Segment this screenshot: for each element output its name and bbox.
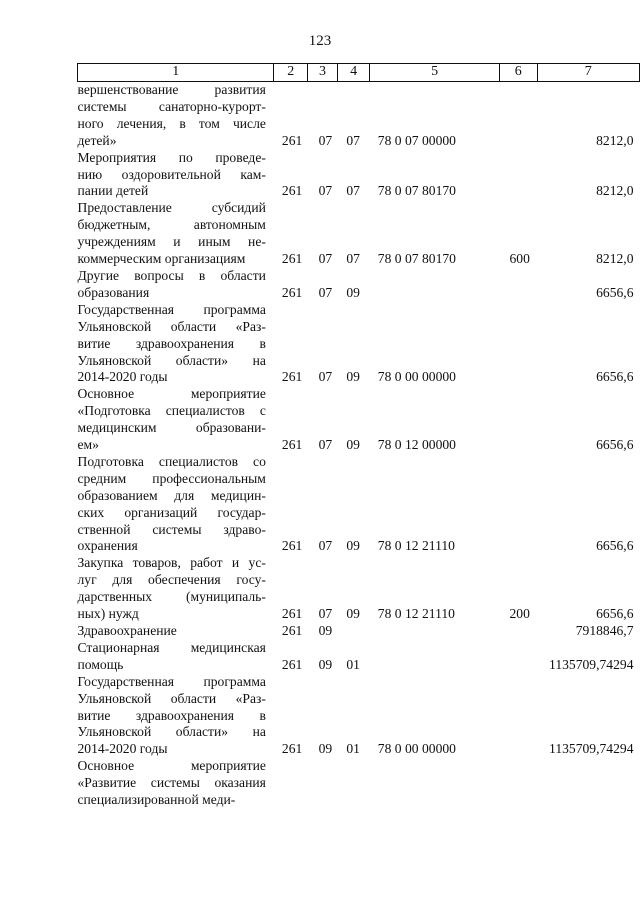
cell-c3: 07 xyxy=(318,606,333,622)
page-number: 123 xyxy=(308,33,332,49)
row-label-line: средним профессиональным xyxy=(77,470,266,486)
table-body xyxy=(78,82,640,809)
cell-c3: 09 xyxy=(318,656,333,672)
cell-c7: 8212,0 xyxy=(596,251,634,267)
cell-c3: 07 xyxy=(318,538,333,554)
cell-c6: 200 xyxy=(509,606,530,622)
cell-c3: 09 xyxy=(318,741,333,757)
cell-c5 xyxy=(370,268,500,302)
cell-c4: 01 xyxy=(346,656,360,672)
row-label-line: ного лечения, в том числе xyxy=(77,115,266,131)
row-label-line: детей» xyxy=(77,132,117,148)
cell-c2: 261 xyxy=(281,369,303,385)
cell-c4: 09 xyxy=(346,437,360,453)
cell-c2: 261 xyxy=(281,437,303,453)
cell-c4: 07 xyxy=(346,251,360,267)
cell-c6 xyxy=(499,268,537,302)
cell-c6 xyxy=(499,150,537,201)
row-label-line: Государственная программа xyxy=(77,673,266,689)
row-label-line: ем» xyxy=(77,437,99,453)
row-label-line: вершенствование развития xyxy=(77,82,266,97)
row-label-line: Здравоохранение xyxy=(77,623,177,638)
row-label-line: Ульяновской области» на xyxy=(77,352,266,368)
column-header: 7 xyxy=(537,64,639,82)
row-label xyxy=(78,640,274,674)
cell-c6 xyxy=(499,302,537,387)
row-label-line: ственной системы здраво- xyxy=(77,521,266,537)
row-label-line: помощь xyxy=(77,656,124,672)
table-row xyxy=(78,758,640,809)
cell-c7: 7918846,7 xyxy=(575,623,634,638)
cell-c5: 78 0 07 80170 xyxy=(377,183,456,199)
row-label-line: 2014-2020 годы xyxy=(77,741,168,757)
row-label-line: витие здравоохранения в xyxy=(77,335,266,351)
column-header: 2 xyxy=(274,64,308,82)
cell-c6 xyxy=(499,674,537,759)
cell-c7: 6656,6 xyxy=(596,538,634,554)
cell-c4 xyxy=(337,758,369,809)
table-row xyxy=(78,150,640,201)
row-label-line: образования xyxy=(77,284,150,300)
row-label-line: бюджетным, автономным xyxy=(77,217,266,233)
row-label-line: Мероприятия по проведе- xyxy=(77,149,266,165)
cell-c7: 1135709,74294 xyxy=(549,656,634,672)
row-label-line: учреждениям и иным не- xyxy=(77,234,266,250)
cell-c3: 09 xyxy=(318,623,333,638)
cell-c6 xyxy=(499,82,537,150)
row-label xyxy=(78,674,274,759)
row-label-line: Другие вопросы в области xyxy=(77,267,266,283)
row-label xyxy=(78,200,274,268)
row-label-line: Предоставление субсидий xyxy=(77,200,266,216)
cell-c6 xyxy=(499,386,537,454)
column-header: 3 xyxy=(308,64,338,82)
row-label-line: нию оздоровительной кам- xyxy=(77,166,266,182)
table-row xyxy=(78,674,640,759)
row-label-line: Ульяновской области «Раз- xyxy=(77,690,266,706)
row-label-line: Ульяновской области» на xyxy=(77,724,266,740)
cell-c2: 261 xyxy=(281,183,303,199)
cell-c5 xyxy=(370,623,500,640)
row-label-line: Закупка товаров, работ и ус- xyxy=(77,555,266,571)
column-header: 4 xyxy=(337,64,369,82)
cell-c5: 78 0 12 00000 xyxy=(377,437,456,453)
row-label xyxy=(78,302,274,387)
cell-c3: 07 xyxy=(318,132,333,148)
cell-c5: 78 0 00 00000 xyxy=(377,369,456,385)
table-row xyxy=(78,302,640,387)
cell-c7: 8212,0 xyxy=(596,132,634,148)
cell-c2: 261 xyxy=(281,251,303,267)
cell-c6: 600 xyxy=(509,251,530,267)
cell-c5: 78 0 12 21110 xyxy=(377,538,455,554)
table-row xyxy=(78,555,640,623)
cell-c5 xyxy=(370,758,500,809)
row-label xyxy=(78,758,274,809)
cell-c7: 6656,6 xyxy=(596,437,634,453)
cell-c7: 1135709,74294 xyxy=(549,741,634,757)
cell-c6 xyxy=(499,640,537,674)
cell-c4: 09 xyxy=(346,606,360,622)
cell-c3: 07 xyxy=(318,369,333,385)
cell-c2 xyxy=(274,758,308,809)
cell-c3: 07 xyxy=(318,251,333,267)
row-label xyxy=(78,623,274,640)
table-row xyxy=(78,623,640,640)
row-label-line: луг для обеспечения госу- xyxy=(77,572,266,588)
table-row xyxy=(78,454,640,555)
row-label-line: Стационарная медицинская xyxy=(77,639,266,655)
column-header: 5 xyxy=(370,64,500,82)
cell-c2: 261 xyxy=(281,741,303,757)
cell-c5: 78 0 12 21110 xyxy=(377,606,455,622)
cell-c6 xyxy=(499,623,537,640)
table-row xyxy=(78,386,640,454)
row-label xyxy=(78,268,274,302)
row-label-line: специализированной меди- xyxy=(77,792,236,808)
row-label-line: Подготовка специалистов со xyxy=(77,453,266,469)
cell-c6 xyxy=(499,454,537,555)
cell-c3 xyxy=(308,758,338,809)
cell-c4: 09 xyxy=(346,284,360,300)
cell-c7: 8212,0 xyxy=(596,183,634,199)
table-row xyxy=(78,200,640,268)
row-label-line: охранения xyxy=(77,538,138,554)
row-label-line: 2014-2020 годы xyxy=(77,369,168,385)
cell-c4: 01 xyxy=(346,741,360,757)
row-label-line: Основное мероприятие xyxy=(77,386,266,402)
row-label-line: «Развитие системы оказания xyxy=(77,775,266,791)
column-header: 1 xyxy=(78,64,274,82)
cell-c7: 6656,6 xyxy=(596,369,634,385)
cell-c3: 07 xyxy=(318,183,333,199)
row-label-line: системы санаторно-курорт- xyxy=(77,98,266,114)
table-header-row xyxy=(78,64,640,82)
cell-c3: 07 xyxy=(318,284,333,300)
row-label-line: Ульяновской области «Раз- xyxy=(77,318,266,334)
cell-c3: 07 xyxy=(318,437,333,453)
budget-table xyxy=(77,63,640,809)
row-label-line: образованием для медицин- xyxy=(77,487,266,503)
row-label-line: пании детей xyxy=(77,183,149,199)
cell-c2: 261 xyxy=(281,623,303,638)
cell-c2: 261 xyxy=(281,656,303,672)
cell-c2: 261 xyxy=(281,284,303,300)
row-label-line: ских организаций государ- xyxy=(77,504,266,520)
row-label xyxy=(78,150,274,201)
row-label-line: «Подготовка специалистов с xyxy=(77,403,266,419)
cell-c4 xyxy=(337,623,369,640)
row-label-line: витие здравоохранения в xyxy=(77,707,266,723)
cell-c7 xyxy=(537,758,639,809)
row-label-line: Основное мероприятие xyxy=(77,758,266,774)
row-label xyxy=(78,454,274,555)
cell-c7: 6656,6 xyxy=(596,606,634,622)
row-label xyxy=(78,555,274,623)
cell-c5: 78 0 07 00000 xyxy=(377,132,456,148)
cell-c2: 261 xyxy=(281,538,303,554)
row-label-line: дарственных (муниципаль- xyxy=(77,589,266,605)
column-header: 6 xyxy=(499,64,537,82)
table-row xyxy=(78,82,640,150)
row-label-line: коммерческим организациям xyxy=(77,251,246,267)
cell-c5: 78 0 00 00000 xyxy=(377,741,456,757)
cell-c4: 07 xyxy=(346,132,360,148)
table-row xyxy=(78,640,640,674)
cell-c4: 09 xyxy=(346,369,360,385)
cell-c5: 78 0 07 80170 xyxy=(377,251,456,267)
cell-c7: 6656,6 xyxy=(596,284,634,300)
cell-c4: 07 xyxy=(346,183,360,199)
row-label-line: медицинским образовани- xyxy=(77,420,266,436)
cell-c5 xyxy=(370,640,500,674)
row-label-line: Государственная программа xyxy=(77,301,266,317)
row-label xyxy=(78,386,274,454)
cell-c2: 261 xyxy=(281,132,303,148)
cell-c6 xyxy=(499,758,537,809)
row-label-line: ных) нужд xyxy=(77,606,139,622)
table-row xyxy=(78,268,640,302)
cell-c4: 09 xyxy=(346,538,360,554)
row-label xyxy=(78,82,274,150)
cell-c2: 261 xyxy=(281,606,303,622)
